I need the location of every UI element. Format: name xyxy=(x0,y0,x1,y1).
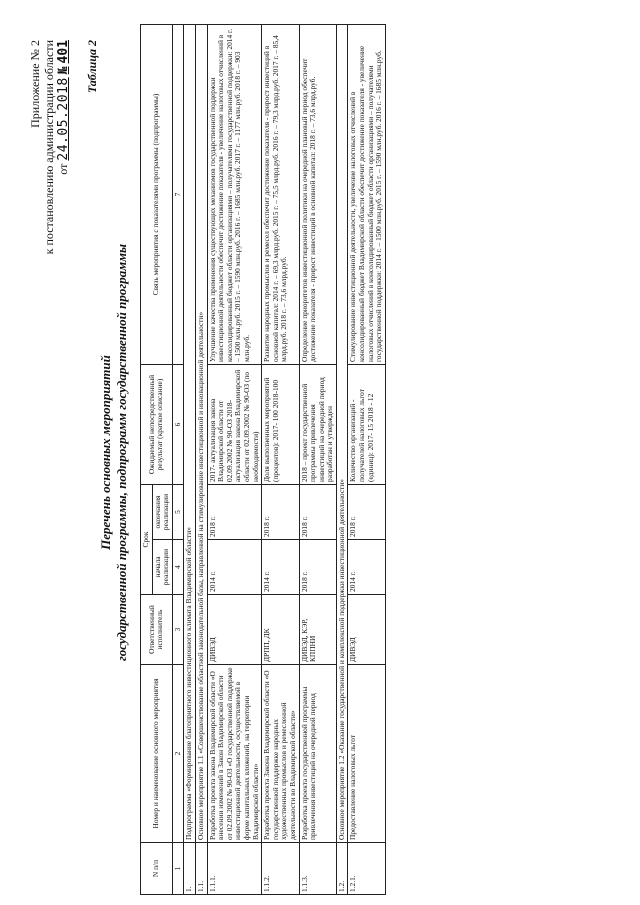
resolution-number: 401 xyxy=(56,40,71,64)
row-number: 1.1.3. xyxy=(299,843,336,895)
col-name-header: Номер и наименование основного мероприятия xyxy=(141,665,173,843)
measure-result: Количество организаций - получателей налоговых льгот (единиц): 2017- 15 2018 - 12 xyxy=(348,364,385,484)
column-number: 4 xyxy=(172,540,184,595)
measure-name: Разработка проекта Закона Владимирской области «О государственной поддержке народных художественных промыслов и ремесленной деятельности во Владимирской области» xyxy=(262,665,299,843)
column-number: 3 xyxy=(172,595,184,665)
measure-result: 2017- актуализация закона Владимирской области от 02.09.2002 № 90-ОЗ 2018- актуализация закона Владимирской области от 02.09.2002 № 90-ОЗ (по необходимости) xyxy=(207,364,262,484)
row-number: 1.1.1. xyxy=(207,843,262,895)
subprogram-title: Подпрограмма «Формирование благоприятного инвестиционного климата Владимирской области» xyxy=(184,24,196,842)
column-number: 2 xyxy=(172,665,184,843)
measure-start: 2014 г. xyxy=(348,540,385,595)
measure-executor: ДИВЭД xyxy=(348,595,385,665)
table-row xyxy=(336,24,348,894)
col-num-header: N п/п xyxy=(141,843,173,895)
col-end-header: окончания реализации xyxy=(152,484,172,539)
header-row xyxy=(141,24,153,894)
table-row xyxy=(262,24,299,894)
column-number: 6 xyxy=(172,364,184,484)
measure-end: 2018 г. xyxy=(299,484,336,539)
measures-table xyxy=(140,24,386,895)
measure-executor: ДИВЭД xyxy=(207,595,262,665)
measure-link: Улучшение качества применения существующих механизмов государственной поддержки инвестиционной деятельности обеспечит достижение показателя - увеличение налоговых отчислений в консолидированный бюджет области организациями – получателями государственной поддержки: 2014 г. – 1500 млн.руб. 2015 г. – 1590 млн.руб. 2016 г. – 1685 млн.руб. 2017 г. – 1177 млн.руб. 2018 г. – 903 млн.руб. xyxy=(207,24,262,364)
measure-link: Определение приоритетов инвестиционной политики на очередной плановый период обеспечит достижение показателя - прирост инвестиций в основной капитал: 2018 г. – 73,6 млрд.руб. xyxy=(299,24,336,364)
table-row xyxy=(348,24,385,894)
col-start-header: начала реализации xyxy=(152,540,172,595)
table-row xyxy=(207,24,262,894)
resolution-label: к постановлению администрации области xyxy=(42,40,56,255)
measure-executor: ДИВЭД, КЭР, КППНИ xyxy=(299,595,336,665)
appendix-label: Приложение № 2 xyxy=(28,40,42,128)
main-measure-title: Основное мероприятие 1.2 «Оказание государственной и комплексной поддержки инвестиционной деятельности» xyxy=(336,24,348,842)
resolution-date-line xyxy=(56,40,71,254)
measure-end: 2018 г. xyxy=(348,484,385,539)
number-sign: № xyxy=(56,66,71,75)
row-number: 1.1.2. xyxy=(262,843,299,895)
measure-result: Доля выполненных мероприятий (процентов): 2017- 100 2018-100 xyxy=(262,364,299,484)
row-number: 1. xyxy=(184,843,196,895)
col-exec-header: Ответственный исполнитель xyxy=(141,595,173,665)
row-number: 1.1. xyxy=(195,843,207,895)
measure-result: 2018 – проект государственной программы привлечения инвестиций на очередной период разработан и утвержден xyxy=(299,364,336,484)
resolution-date: 24.05.2018 xyxy=(56,77,71,161)
page-title xyxy=(98,40,130,865)
col-result-header: Ожидаемый непосредственный результат (краткое описание) xyxy=(141,364,173,484)
col-link-header: Связь мероприятия с показателями программы (подпрограммы) xyxy=(141,24,173,364)
table-row xyxy=(299,24,336,894)
from-label: от xyxy=(56,163,70,175)
measure-start: 2014 г. xyxy=(262,540,299,595)
column-number: 7 xyxy=(172,24,184,364)
title-line-2: государственной программы, подпрограмм государственной программы xyxy=(114,243,129,662)
column-number: 1 xyxy=(172,843,184,895)
table-row xyxy=(184,24,196,894)
col-term-header: Срок xyxy=(141,484,153,594)
measure-name: Разработка проекта закона Владимирской области «О внесении изменений в Закон Владимирской области от 02.09.2002 № 90-ОЗ «О государственной поддержке инвестиционной деятельности, осуществляемой в форме капитальных вложений, на территории Владимирской области» xyxy=(207,665,262,843)
measure-start: 2014 г. xyxy=(207,540,262,595)
measure-link: Развитие народных промыслов и ремесел обеспечит достижение показателя - прирост инвестиций в основной капитал: 2014 г. – 69,3 млрд.руб. 2015 г. – 75,5 млрд.руб. 2016 г. – 79,3 млрд.руб. 2017 г. – 85,4 млрд.руб. 2018 г. – 73,6 млрд.руб. xyxy=(262,24,299,364)
measure-end: 2018 г. xyxy=(262,484,299,539)
column-number-row xyxy=(172,24,184,894)
measure-link: Стимулирование инвестиционной деятельности, увеличение налоговых отчислений в консолидированный бюджет Владимирской области обеспечит достижение показателя - увеличение налоговых отчислений в консолидированный бюджет области организациями – получателями государственной поддержки: 2014 г. – 1500 млн.руб. 2015 г. – 1590 млн.руб. 2016 г. – 1685 млн.руб. xyxy=(348,24,385,364)
table-label: Таблица 2 xyxy=(85,40,99,94)
document-header xyxy=(28,40,71,254)
measure-name: Разработка проекта государственной программы привлечения инвестиций на очередной период xyxy=(299,665,336,843)
row-number: 1.2. xyxy=(336,843,348,895)
title-line-1: Перечень основных мероприятий xyxy=(98,355,113,550)
row-number: 1.2.1. xyxy=(348,843,385,895)
measure-start: 2018 г. xyxy=(299,540,336,595)
measure-name: Предоставление налоговых льгот xyxy=(348,665,385,843)
table-row xyxy=(195,24,207,894)
column-number: 5 xyxy=(172,484,184,539)
measure-end: 2018 г. xyxy=(207,484,262,539)
measure-executor: ДРПП, ДК xyxy=(262,595,299,665)
main-measure-title: Основное мероприятие 1.1 «Совершенствование областной законодательной базы, направленной на стимулирование инвестиционной и инновационной деятельности» xyxy=(195,24,207,842)
